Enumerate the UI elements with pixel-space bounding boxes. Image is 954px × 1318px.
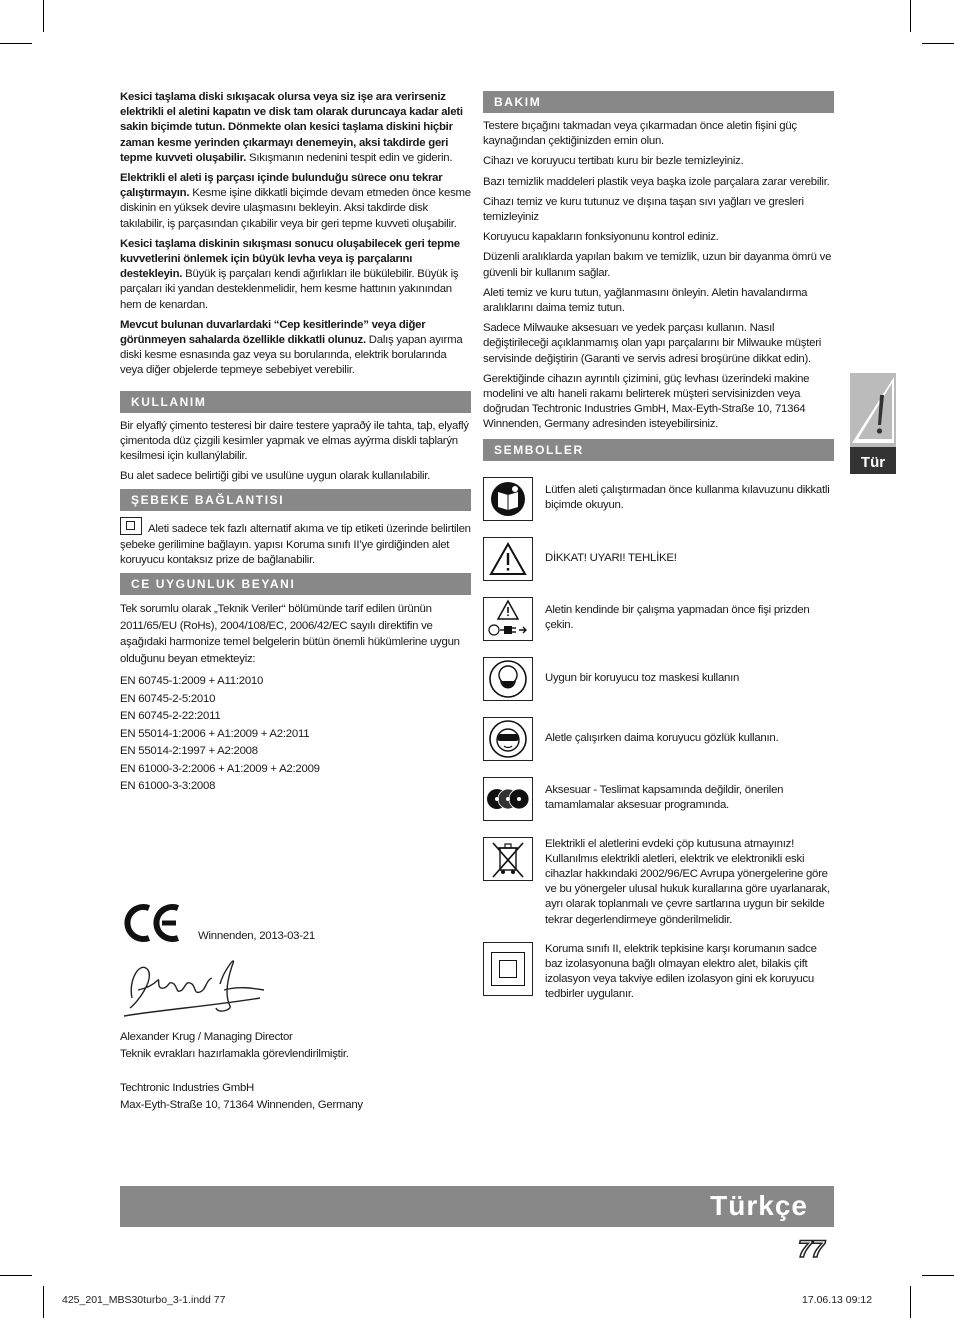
paragraph xyxy=(120,171,471,232)
crossed-bin-icon xyxy=(483,837,533,881)
saw-blades-icon xyxy=(483,777,533,821)
standard-item: EN 61000-3-3:2008 xyxy=(120,780,216,793)
symbol-row xyxy=(483,537,834,581)
protection-class-ii-icon xyxy=(120,517,142,535)
paragraph xyxy=(120,318,471,379)
crop-mark xyxy=(43,1286,44,1318)
crop-mark xyxy=(910,1286,911,1318)
unplug-warning-icon xyxy=(483,597,533,641)
ce-mark-icon xyxy=(122,902,184,944)
crop-mark xyxy=(922,43,954,44)
symbol-row xyxy=(483,777,834,821)
section-header-bakim: BAKIM xyxy=(483,91,834,113)
signatory-block xyxy=(120,1029,471,1113)
section-header-kullanim: KULLANIM xyxy=(120,391,471,413)
symbol-text: Aletin kendinde bir çalışma yapmadan önce fişi prizden çekin. xyxy=(545,603,810,631)
standard-item: EN 60745-1:2009 + A11:2010 xyxy=(120,675,264,688)
side-tab-label: Tür xyxy=(860,454,886,471)
section-header-sebeke: ŞEBEKE BAĞLANTISI xyxy=(120,489,471,511)
warning-icon xyxy=(850,373,896,447)
footer-language-bar xyxy=(120,1186,834,1227)
bold-text: Kesici taşlama diski sıkışacak olursa veya siz işe ara verirseniz elektrikli el aletini kapatın ve disk tam olarak duruncaya kadar aleti sakin biçimde tutun. Dönmekte olan kesici taşlama diskini hiçbir zaman kesme yerinden çıkarmayı denemeyin, aksi takdirde geri tepme kuvveti oluşabilir. xyxy=(120,91,463,164)
text: Sıkışmanın nedenini tespit edin ve giderin. xyxy=(248,151,453,164)
signer-name: Alexander Krug / Managing Director xyxy=(120,1031,293,1043)
symbol-row xyxy=(483,477,834,521)
paragraph: Bazı temizlik maddeleri plastik veya başka izole parçalara zarar verebilir. xyxy=(483,175,830,188)
warning-icon xyxy=(483,537,533,581)
paragraph: Cihazı ve koruyucu tertibatı kuru bir bezle temizleyiniz. xyxy=(483,155,744,168)
paragraph: Cihazı temiz ve kuru tutunuz ve dışına taşan sıvı yağları ve gresleri temizleyiniz xyxy=(483,195,804,224)
text: Kesme işine dikkatli biçimde devam etmeden önce kesme diskinin en yüksek devire ulaşmasını bekleyin. Aksi takdirde disk takılabilir, iş parçasından çıkabilir veya bir geri tepme kuvveti oluşabilir. xyxy=(120,187,471,230)
bold-text: Kesici taşlama diskinin sıkışması sonucu oluşabilecek geri tepme kuvvetlerini önlemek için büyük levha veya iş parçalarını destekleyin. xyxy=(120,237,460,281)
symbol-row xyxy=(483,837,834,928)
crop-mark xyxy=(910,0,911,32)
paragraph: Koruyucu kapakların fonksiyonunu kontrol ediniz. xyxy=(483,231,719,244)
paragraph xyxy=(120,90,471,166)
paragraph: Bu alet sadece belirtiği gibi ve usulüne uygun olarak kullanılabilir. xyxy=(120,470,431,483)
signature-image xyxy=(120,950,270,1025)
text: Dalış yapan ayırma diski kesme esnasında gaz veya su borularında, elektrik borularında veya diğer objelerde tepmeye sebebiyet verebilir. xyxy=(120,334,463,377)
standard-item: EN 61000-3-2:2006 + A1:2009 + A2:2009 xyxy=(120,762,320,775)
symbol-text: Lütfen aleti çalıştırmadan önce kullanma kılavuzunu dikkatli biçimde okuyun. xyxy=(545,483,830,511)
symbol-text: Aletle çalışırken daima koruyucu gözlük kullanın. xyxy=(545,731,779,744)
crop-mark xyxy=(922,1275,954,1276)
section-header-semboller: SEMBOLLER xyxy=(483,439,834,461)
paragraph: Tek sorumlu olarak „Teknik Veriler“ bölümünde tarif edilen ürünün 2011/65/EU (RoHs), 2004/108/EC, 2006/42/EC sayılı direktifin ve aşağıdaki harmonize temel belgelerin bütün önemli hükümlerine uygun olduğunu beyan etmekteyiz: xyxy=(120,603,460,665)
bold-text: Mevcut bulunan duvarlardaki “Cep kesitlerinde” veya diğer görünmeyen sahalarda özellikle dikkatli olunuz. xyxy=(120,318,426,347)
safety-goggles-icon xyxy=(483,717,533,761)
right-column xyxy=(483,91,834,1009)
paragraph: Sadece Milwauke aksesuarı ve yedek parçası kullanın. Nasıl değiştirileceği açıklanmamış olan yapı parçalarını bir Milwauke müşteri servisinde değiştirin (Garanti ve servis adresi broşürüne dikkat edin). xyxy=(483,322,822,365)
language-side-tab xyxy=(850,373,896,474)
symbol-row xyxy=(483,717,834,761)
symbol-text: Uygun bir koruyucu toz maskesi kullanın xyxy=(545,671,740,684)
symbol-row xyxy=(483,657,834,701)
symbol-row xyxy=(483,597,834,641)
crop-mark xyxy=(43,0,44,32)
print-slug-left: 425_201_MBS30turbo_3-1.indd 77 xyxy=(62,1294,226,1306)
paragraph: Aleti temiz ve kuru tutun, yağlanmasını önleyin. Aletin havalandırma aralıklarını daima temiz tutun. xyxy=(483,286,808,315)
standard-item: EN 60745-2-5:2010 xyxy=(120,692,216,705)
symbol-text: Elektrikli el aletlerini evdeki çöp kutusuna atmayınız! Kullanılmıs elektrikli aletleri, elektrik ve elektronikli eski cihazlar hakkındaki 2002/96/EC Avrupa yönergelerine göre ve bu yönergeler ulusal hukuk kurallarına göre uyarlanarak, ayrı olarak toplanmalı ve çevre sartlarına uygun bir sekilde tekrar degerlendirmeye gönderilmelidir. xyxy=(545,837,830,926)
symbol-row xyxy=(483,942,834,1003)
print-slug-right: 17.06.13 09:12 xyxy=(802,1294,873,1306)
company-address: Max-Eyth-Straße 10, 71364 Winnenden, Germany xyxy=(120,1098,363,1111)
text: Büyük iş parçaları kendi ağırlıkları ile bükülebilir. Büyük iş parçaları iki yandan desteklenmelidir, hem kesme hattının yakınından hem de kenardan. xyxy=(120,268,459,311)
section-header-ce: CE UYGUNLUK BEYANI xyxy=(120,573,471,595)
protection-class-ii-icon xyxy=(483,942,533,996)
crop-mark xyxy=(0,1275,32,1276)
standards-list xyxy=(120,673,471,796)
paragraph: Bir elyaflý çimento testeresi bir daire testere yapraðý ile tahta, taþ, elyaflý çimentoda düz çizgili kesimler yapmak ve elmas ayýrma diskli taþlarýn kesilmesi için kullanýlabilir. xyxy=(120,419,469,463)
bold-text: Elektrikli el aleti iş parçası içinde bulunduğu sürece onu tekrar çalıştırmayın. xyxy=(120,172,443,200)
standard-item: EN 55014-1:2006 + A1:2009 + A2:2011 xyxy=(120,727,310,740)
text: Aleti sadece tek fazlı alternatif akıma ve tip etiketi üzerinde belirtilen şebeke gerilimine bağlayın. yapısı Koruma sınıfı II’ye girdiğinden alet koruyucu kontaksız prize de bağlanabilir. xyxy=(120,523,471,566)
left-column xyxy=(120,90,471,796)
company-name: Techtronic Industries GmbH xyxy=(120,1082,255,1094)
symbol-text: Aksesuar - Teslimat kapsamında değildir, önerilen tamamlamalar aksesuar programında. xyxy=(545,783,784,811)
paragraph xyxy=(120,517,471,568)
crop-mark xyxy=(0,43,32,44)
paragraph: Testere bıçağını takmadan veya çıkarmadan önce aletin fişini güç kaynağından çektiğinizden emin olun. xyxy=(483,120,797,148)
read-manual-icon xyxy=(483,477,533,521)
signer-role: Teknik evrakları hazırlamakla görevlendirilmiştir. xyxy=(120,1047,349,1060)
symbol-text: DİKKAT! UYARI! TEHLİKE! xyxy=(545,551,677,564)
page-number: 77 xyxy=(798,1236,825,1263)
paragraph: Düzenli aralıklarda yapılan bakım ve temizlik, uzun bir dayanma ömrü ve güvenli bir kullanım sağlar. xyxy=(483,251,832,279)
place-date: Winnenden, 2013-03-21 xyxy=(198,930,315,942)
dust-mask-icon xyxy=(483,657,533,701)
paragraph: Gerektiğinde cihazın ayrıntılı çizimini, güç levhası üzerindeki makine modelini ve altı haneli rakamı belirterek müşteri servisinizden veya doğrudan Techtronic Industries GmbH, Max-Eyth-Straße 10, 71364 Winnenden, Germany adresinden isteyebilirsiniz. xyxy=(483,372,810,431)
symbol-text: Koruma sınıfı II, elektrik tepkisine karşı korumanın sadce baz izolasyonuna bağlı olmayan elektro alet, bilakis çift izolasyon veya takviye edilen izolasyon gini ek koruyucu tedbirler uygulanır. xyxy=(545,942,817,1001)
standard-item: EN 60745-2-22:2011 xyxy=(120,710,221,723)
footer-language-title: Türkçe xyxy=(710,1190,808,1221)
standard-item: EN 55014-2:1997 + A2:2008 xyxy=(120,745,258,758)
paragraph xyxy=(120,237,471,313)
